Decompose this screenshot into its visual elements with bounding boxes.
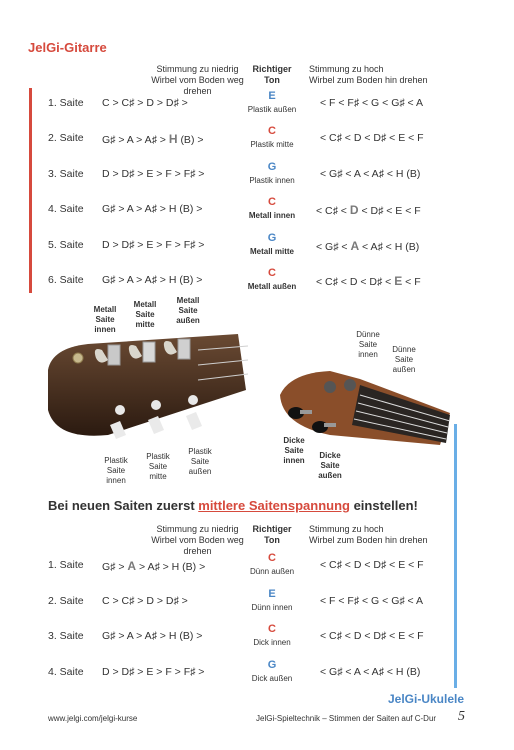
sequence-high: < F < F♯ < G < G♯ < A <box>320 97 424 109</box>
sequence-high <box>316 239 419 253</box>
row-label: 1. Saite <box>48 559 84 571</box>
guitar-cap-metal-outer: Metall Saite außen <box>176 296 200 325</box>
guitar-header-high: Stimmung zu hoch Wirbel zum Boden hin drehen <box>309 64 428 85</box>
sequence-high <box>316 274 421 288</box>
row-label: 4. Saite <box>48 203 84 215</box>
seq-part: < C♯ < <box>316 205 347 217</box>
uke-cap-thin-inner: Dünne Saite innen <box>356 330 380 359</box>
sequence-low: D > D♯ > E > F > F♯ > <box>102 168 205 180</box>
guitar-title: JelGi-Gitarre <box>28 40 107 55</box>
seq-part: < D♯ < E < F <box>361 205 421 217</box>
sequence-low: C > C♯ > D > D♯ > <box>102 595 188 607</box>
guitar-header-low: Stimmung zu niedrig Wirbel vom Boden weg drehen <box>151 64 244 96</box>
row-label: 6. Saite <box>48 274 84 286</box>
sequence-high: < F < F♯ < G < G♯ < A <box>320 595 424 607</box>
seq-part: < F <box>405 276 421 288</box>
sequence-high: < C♯ < D < D♯ < E < F <box>320 132 424 144</box>
row-label: 5. Saite <box>48 239 84 251</box>
note-position: Dünn außen <box>249 567 295 576</box>
guitar-cap-plastic-middle: Plastik Saite mitte <box>146 452 170 481</box>
row-label: 3. Saite <box>48 630 84 642</box>
note-position: Dick innen <box>253 638 291 647</box>
note-position: Plastik außen <box>247 105 297 114</box>
row-label: 1. Saite <box>48 97 84 109</box>
ukulele-title: JelGi-Ukulele <box>388 692 465 706</box>
seq-emphasis: D <box>349 203 359 217</box>
seq-part: < A♯ < H (B) <box>362 241 420 253</box>
sequence-high: < G♯ < A < A♯ < H (B) <box>320 168 421 180</box>
seq-part: < C♯ < D < D♯ < <box>316 276 392 288</box>
row-label: 2. Saite <box>48 132 84 144</box>
guitar-header-tone: Richtiger Ton <box>252 64 292 85</box>
uke-cap-thin-outer: Dünne Saite außen <box>392 345 416 374</box>
seq-emphasis: E <box>394 274 403 288</box>
new-strings-notice: Bei neuen Saiten zuerst mittlere Saitenspannung einstellen! <box>48 498 418 513</box>
row-label: 2. Saite <box>48 595 84 607</box>
seq-part: (B) > <box>180 134 204 146</box>
guitar-bar <box>29 88 32 293</box>
note-position: Dick außen <box>251 674 293 683</box>
guitar-headstock-image <box>48 330 248 445</box>
sequence-high: < G♯ < A < A♯ < H (B) <box>320 666 421 678</box>
seq-part: > A♯ > H (B) > <box>138 561 206 573</box>
note-position: Plastik innen <box>249 176 295 185</box>
sequence-high: < C♯ < D < D♯ < E < F <box>320 559 424 571</box>
notice-highlight: mittlere Saitenspannung <box>198 498 350 513</box>
note-position: Plastik mitte <box>250 140 294 149</box>
seq-part: < G♯ < <box>316 241 348 253</box>
correct-note: C <box>268 267 276 279</box>
seq-part: G♯ > <box>102 561 125 573</box>
note-position: Metall außen <box>247 282 297 291</box>
row-label: 3. Saite <box>48 168 84 180</box>
correct-note: E <box>268 588 276 600</box>
note-position: Metall innen <box>248 211 296 220</box>
correct-note: G <box>267 659 277 671</box>
correct-note: G <box>267 161 277 173</box>
sequence-low: D > D♯ > E > F > F♯ > <box>102 239 205 251</box>
sequence-low: C > C♯ > D > D♯ > <box>102 97 188 109</box>
sequence-low: G♯ > A > A♯ > H (B) > <box>102 274 203 286</box>
sequence-low: D > D♯ > E > F > F♯ > <box>102 666 205 678</box>
sequence-low: G♯ > A > A♯ > H (B) > <box>102 203 203 215</box>
uke-header-tone: Richtiger Ton <box>252 524 292 545</box>
page-number: 5 <box>458 709 465 724</box>
seq-emphasis: H <box>168 132 178 146</box>
seq-part: G♯ > A > A♯ > <box>102 134 166 146</box>
note-position: Metall mitte <box>249 247 294 256</box>
correct-note: G <box>267 232 277 244</box>
guitar-cap-metal-inner: Metall Saite innen <box>93 305 117 334</box>
seq-emphasis: A <box>127 559 137 573</box>
sequence-low: G♯ > A > A♯ > H (B) > <box>102 630 203 642</box>
row-label: 4. Saite <box>48 666 84 678</box>
uke-header-high: Stimmung zu hoch Wirbel zum Boden hin drehen <box>309 524 428 545</box>
sequence-high: < C♯ < D < D♯ < E < F <box>320 630 424 642</box>
uke-cap-thick-outer: Dicke Saite außen <box>318 451 342 480</box>
correct-note: E <box>268 90 276 102</box>
correct-note: C <box>268 623 276 635</box>
correct-note: C <box>268 196 276 208</box>
guitar-cap-metal-middle: Metall Saite mitte <box>133 300 157 329</box>
note-position: Dünn innen <box>251 603 293 612</box>
guitar-cap-plastic-outer: Plastik Saite außen <box>188 447 212 476</box>
sequence-low <box>102 559 205 573</box>
guitar-cap-plastic-inner: Plastik Saite innen <box>104 456 128 485</box>
ukulele-bar <box>454 424 457 688</box>
sequence-high <box>316 203 421 217</box>
correct-note: C <box>268 552 276 564</box>
sequence-low <box>102 132 203 146</box>
uke-cap-thick-inner: Dicke Saite innen <box>283 436 305 465</box>
footer-caption: JelGi-Spieltechnik – Stimmen der Saiten auf C-Dur <box>256 714 437 723</box>
correct-note: C <box>268 125 276 137</box>
footer-url[interactable]: www.jelgi.com/jelgi-kurse <box>48 714 138 723</box>
seq-emphasis: A <box>350 239 360 253</box>
uke-header-low: Stimmung zu niedrig Wirbel vom Boden weg drehen <box>151 524 244 556</box>
